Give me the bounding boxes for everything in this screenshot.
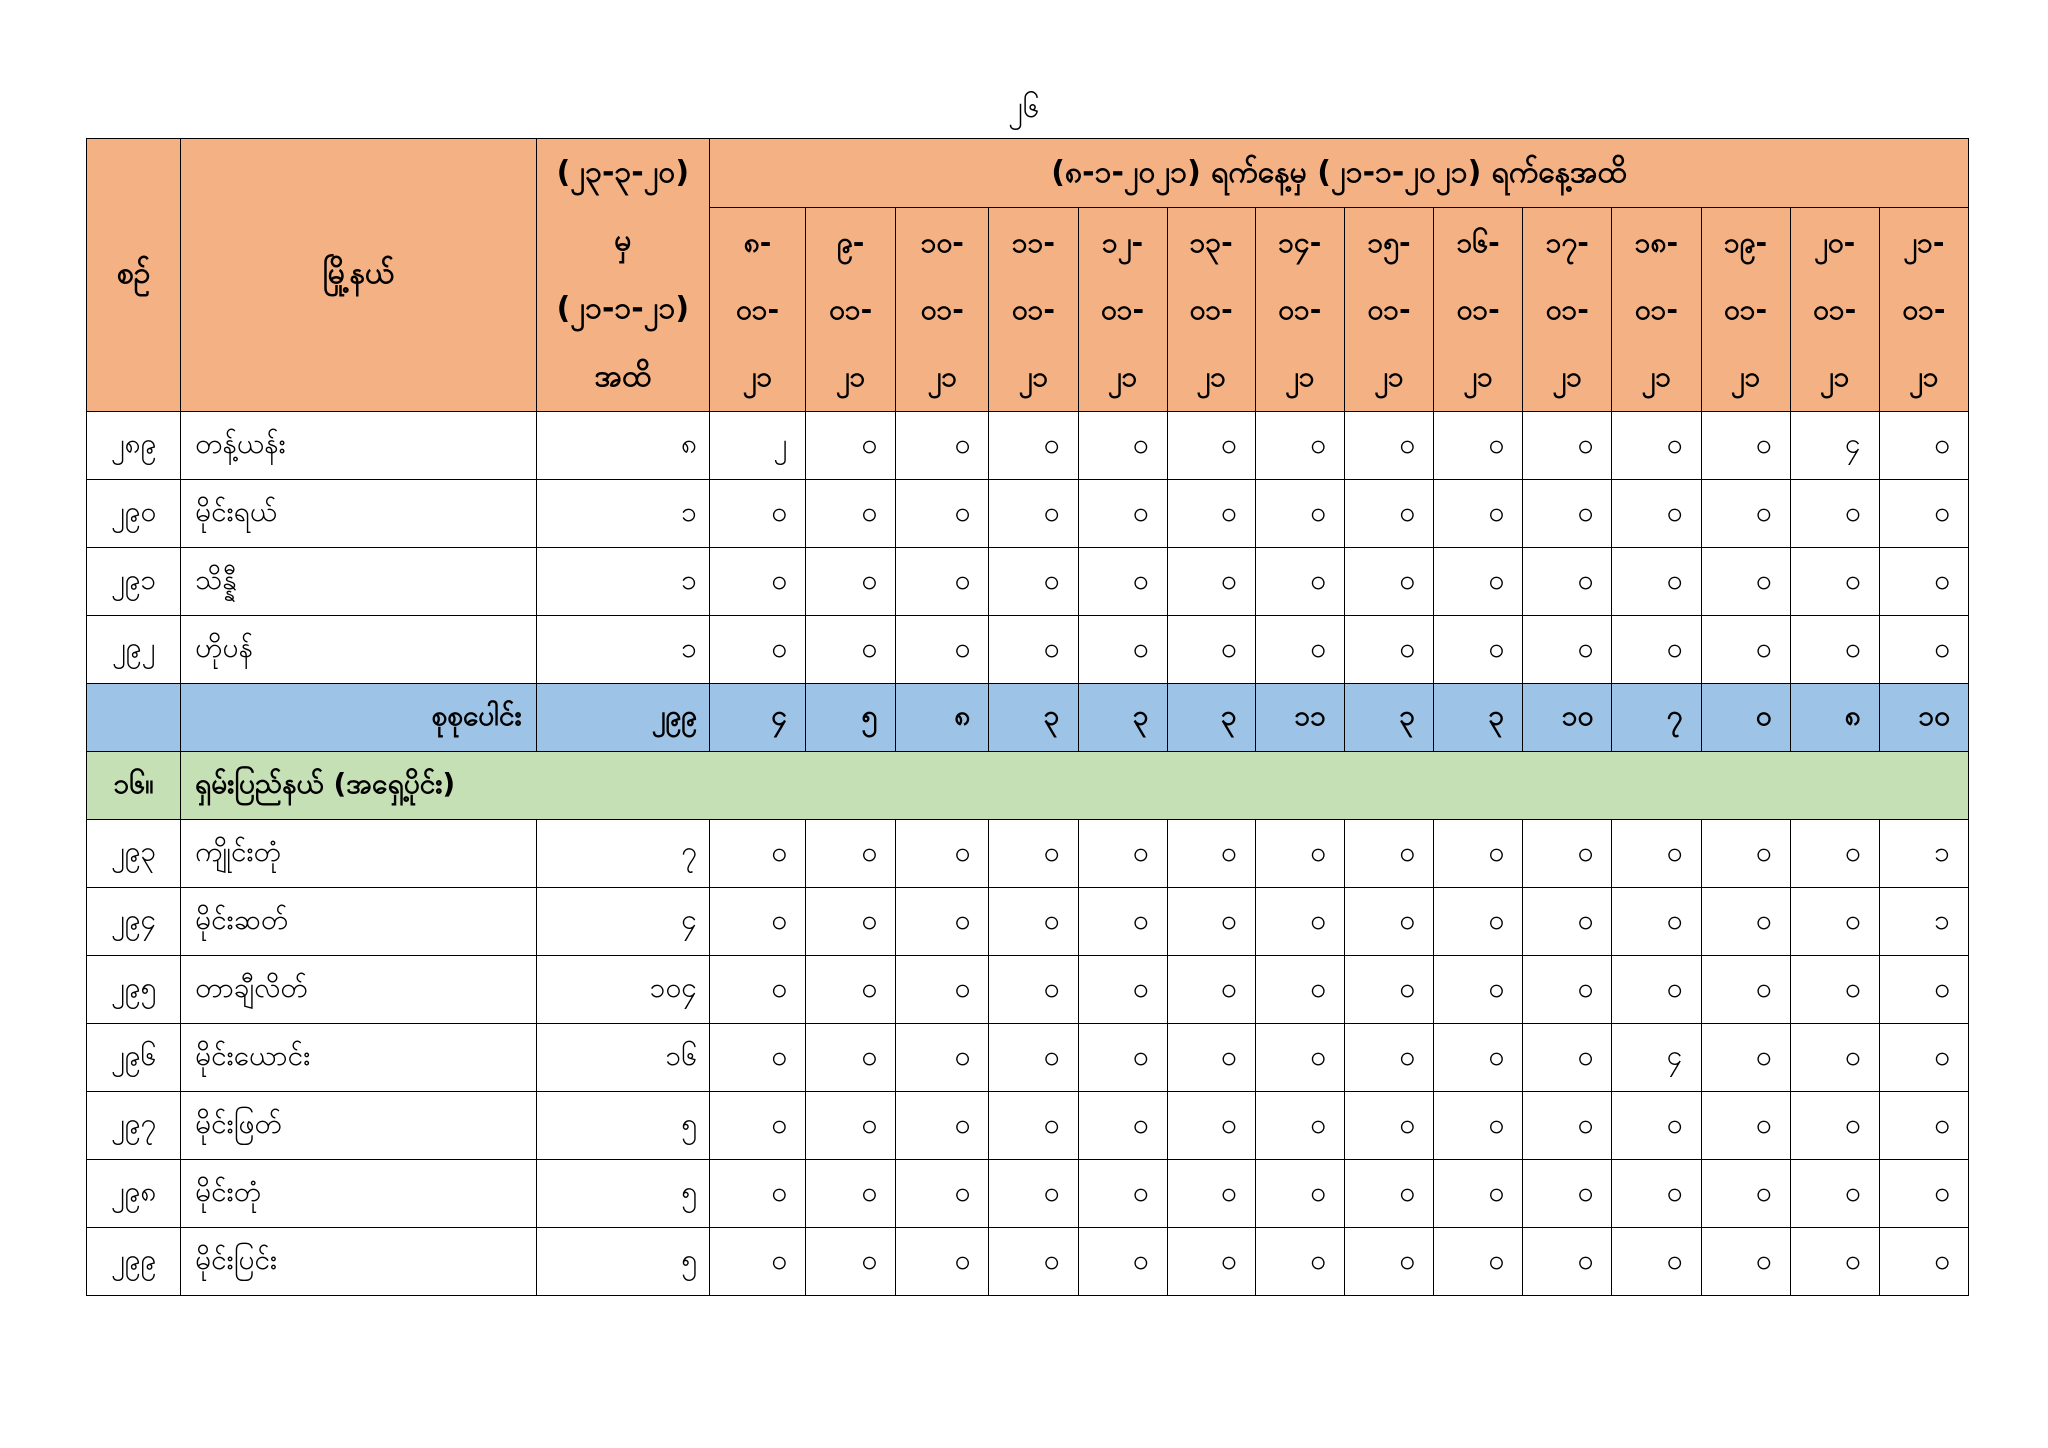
daily-value: ၀ <box>1078 1024 1167 1092</box>
daily-value: ၀ <box>1167 956 1255 1024</box>
daily-value: ၀ <box>1790 956 1879 1024</box>
daily-value: ၀ <box>1078 548 1167 616</box>
cumulative-total: ၁၀၄ <box>536 956 709 1024</box>
total-daily-value: ၄ <box>709 684 805 752</box>
daily-value: ၀ <box>1167 1160 1255 1228</box>
daily-value: ၀ <box>896 548 989 616</box>
total-daily-value: ၈ <box>1790 684 1879 752</box>
daily-value: ၀ <box>1255 616 1344 684</box>
section-title: ရှမ်းပြည်နယ် (အရှေ့ပိုင်း) <box>181 752 1969 820</box>
header-date-line: ၁၅- <box>1367 226 1411 259</box>
header-date <box>1612 208 1701 412</box>
daily-value: ၀ <box>806 1228 896 1296</box>
daily-value: ၀ <box>1523 412 1612 480</box>
header-date-line: ၀၁- <box>1189 293 1233 326</box>
row-number: ၂၉၃ <box>87 820 181 888</box>
header-date-line: ၁၃- <box>1189 226 1233 259</box>
daily-value: ၀ <box>1344 1160 1433 1228</box>
daily-value: ၀ <box>1701 1160 1790 1228</box>
daily-value: ၀ <box>1523 1228 1612 1296</box>
row-number: ၂၈၉ <box>87 412 181 480</box>
daily-value: ၀ <box>1879 956 1968 1024</box>
daily-value: ၀ <box>896 1228 989 1296</box>
township-name: သိန္နီ <box>181 548 537 616</box>
daily-value: ၀ <box>1701 1228 1790 1296</box>
daily-value: ၀ <box>896 412 989 480</box>
daily-value: ၀ <box>1879 548 1968 616</box>
header-date <box>1344 208 1433 412</box>
cumulative-total: ၅ <box>536 1092 709 1160</box>
daily-value: ၀ <box>989 956 1078 1024</box>
daily-value: ၀ <box>1790 1024 1879 1092</box>
daily-value: ၀ <box>1612 616 1701 684</box>
daily-value: ၀ <box>1167 616 1255 684</box>
daily-value: ၀ <box>709 956 805 1024</box>
daily-value: ၀ <box>806 480 896 548</box>
daily-value: ၀ <box>1879 1160 1968 1228</box>
daily-value: ၀ <box>1078 412 1167 480</box>
daily-value: ၀ <box>1523 1092 1612 1160</box>
daily-value: ၀ <box>709 1228 805 1296</box>
table-row <box>87 412 1969 480</box>
header-date-line: ၀၁- <box>1634 293 1678 326</box>
daily-value: ၀ <box>1434 820 1523 888</box>
header-date-line: ၉- <box>836 226 865 259</box>
daily-value: ၀ <box>1434 412 1523 480</box>
daily-value: ၀ <box>1790 616 1879 684</box>
header-date <box>1434 208 1523 412</box>
daily-value: ၀ <box>1612 480 1701 548</box>
header-township: မြို့နယ် <box>181 139 537 412</box>
header-date-line: ၂၁ <box>742 360 773 393</box>
total-daily-value: ၃ <box>1434 684 1523 752</box>
daily-value: ၀ <box>896 616 989 684</box>
daily-value: ၀ <box>709 820 805 888</box>
daily-value: ၀ <box>1344 548 1433 616</box>
table-row <box>87 1092 1969 1160</box>
header-date-line: ၁၇- <box>1545 226 1589 259</box>
daily-value: ၀ <box>989 1092 1078 1160</box>
township-name: မိုင်းရယ် <box>181 480 537 548</box>
total-daily-value: ၃ <box>989 684 1078 752</box>
daily-value: ၀ <box>1255 412 1344 480</box>
header-date-line: ၀၁- <box>1011 293 1056 326</box>
section-number: ၁၆။ <box>87 752 181 820</box>
daily-value: ၀ <box>1078 480 1167 548</box>
header-cumulative-line: အထိ <box>594 359 652 394</box>
daily-value: ၀ <box>896 480 989 548</box>
daily-value: ၀ <box>1523 1024 1612 1092</box>
header-no: စဉ် <box>87 139 181 412</box>
daily-value: ၀ <box>1701 1092 1790 1160</box>
daily-value: ၀ <box>1344 1092 1433 1160</box>
header-date-line: ၀၁- <box>735 293 780 326</box>
header-date-line: ၁၆- <box>1456 226 1500 259</box>
daily-value: ၀ <box>1701 412 1790 480</box>
header-date-line: ၀၁- <box>1813 293 1857 326</box>
daily-value: ၁ <box>1879 888 1968 956</box>
header-date-line: ၂၁ <box>1374 360 1404 393</box>
township-name: မိုင်းဆတ် <box>181 888 537 956</box>
daily-value: ၁ <box>1879 820 1968 888</box>
header-date-line: ၂၁ <box>1018 360 1049 393</box>
table-row <box>87 616 1969 684</box>
header-daily-range: (၈-၁-၂၀၂၁) ရက်နေ့မှ (၂၁-၁-၂၀၂၁) ရက်နေ့အထိ <box>709 139 1968 208</box>
daily-value: ၀ <box>806 616 896 684</box>
row-number: ၂၉၂ <box>87 616 181 684</box>
page-number: ၂၆ <box>1008 90 1040 125</box>
daily-value: ၀ <box>1344 956 1433 1024</box>
daily-value: ၀ <box>1078 1092 1167 1160</box>
daily-value: ၀ <box>1879 616 1968 684</box>
header-date-line: ၁၉- <box>1724 226 1768 259</box>
daily-value: ၀ <box>1434 616 1523 684</box>
daily-value: ၀ <box>1078 616 1167 684</box>
daily-value: ၀ <box>896 1092 989 1160</box>
header-date-line: ၂၁- <box>1903 226 1945 259</box>
cumulative-total: ၁ <box>536 616 709 684</box>
daily-value: ၀ <box>1434 480 1523 548</box>
cumulative-total: ၁၆ <box>536 1024 709 1092</box>
daily-value: ၀ <box>806 1024 896 1092</box>
daily-value: ၀ <box>1879 480 1968 548</box>
header-row-top <box>87 139 1969 208</box>
daily-value: ၀ <box>989 480 1078 548</box>
township-name: ဟိုပန် <box>181 616 537 684</box>
daily-value: ၀ <box>806 888 896 956</box>
header-date-line: ၂၁ <box>1909 360 1939 393</box>
header-date-line: ၀၁- <box>1367 293 1411 326</box>
total-daily-value: ၈ <box>896 684 989 752</box>
daily-value: ၂ <box>709 412 805 480</box>
header-cumulative-line: မှ <box>614 223 632 258</box>
header-date <box>806 208 896 412</box>
daily-value: ၀ <box>806 820 896 888</box>
daily-value: ၀ <box>1612 888 1701 956</box>
header-date-line: ၂၁ <box>1463 360 1493 393</box>
header-date <box>1701 208 1790 412</box>
daily-value: ၀ <box>1167 1228 1255 1296</box>
header-date-line: ၀၁- <box>1456 293 1500 326</box>
header-cumulative-line: (၂၁-၁-၂၁) <box>556 291 690 326</box>
header-date-line: ၀၁- <box>1101 293 1145 326</box>
total-daily-value: ၁၀ <box>1879 684 1968 752</box>
total-daily-value: ၁၁ <box>1255 684 1344 752</box>
daily-value: ၀ <box>896 1160 989 1228</box>
daily-value: ၀ <box>1344 480 1433 548</box>
header-date-line: ၂၁ <box>927 360 958 393</box>
daily-value: ၀ <box>1790 1160 1879 1228</box>
daily-value: ၀ <box>1078 888 1167 956</box>
total-daily-value: ၃ <box>1344 684 1433 752</box>
header-date-line: ၂၁ <box>1196 360 1226 393</box>
daily-value: ၀ <box>1255 820 1344 888</box>
township-name: မိုင်းယောင်း <box>181 1024 537 1092</box>
daily-value: ၀ <box>1879 1228 1968 1296</box>
header-date-line: ၂၁ <box>1641 360 1672 393</box>
daily-value: ၀ <box>1078 820 1167 888</box>
daily-value: ၀ <box>1167 888 1255 956</box>
header-date-line: ၁၀- <box>920 226 964 259</box>
daily-value: ၀ <box>709 888 805 956</box>
cumulative-total: ၈ <box>536 412 709 480</box>
daily-value: ၀ <box>989 820 1078 888</box>
daily-value: ၀ <box>709 480 805 548</box>
total-row-blank <box>87 684 181 752</box>
daily-value: ၀ <box>1255 1160 1344 1228</box>
daily-value: ၀ <box>1790 1228 1879 1296</box>
header-date-line: ၁၄- <box>1278 226 1322 259</box>
daily-value: ၀ <box>1523 888 1612 956</box>
daily-value: ၀ <box>1879 412 1968 480</box>
daily-value: ၀ <box>1523 1160 1612 1228</box>
row-number: ၂၉၇ <box>87 1092 181 1160</box>
header-date <box>1879 208 1968 412</box>
header-date-line: ၂၀- <box>1814 226 1856 259</box>
header-date <box>989 208 1078 412</box>
header-date-line: ၀၁- <box>1902 293 1946 326</box>
daily-value: ၄ <box>1612 1024 1701 1092</box>
header-date-line: ၀၁- <box>1545 293 1589 326</box>
daily-value: ၀ <box>896 956 989 1024</box>
header-date-line: ၂၁ <box>835 360 866 393</box>
township-name: မိုင်းတုံ <box>181 1160 537 1228</box>
daily-value: ၄ <box>1790 412 1879 480</box>
daily-value: ၀ <box>1344 616 1433 684</box>
daily-value: ၀ <box>1523 820 1612 888</box>
header-date-line: ၀၁- <box>1278 293 1322 326</box>
daily-value: ၀ <box>1790 548 1879 616</box>
daily-value: ၀ <box>1612 1092 1701 1160</box>
daily-value: ၀ <box>1167 820 1255 888</box>
header-date <box>1078 208 1167 412</box>
row-number: ၂၉၈ <box>87 1160 181 1228</box>
section-row <box>87 752 1969 820</box>
total-cumulative: ၂၉၉ <box>536 684 709 752</box>
table-row <box>87 1024 1969 1092</box>
daily-value: ၀ <box>989 548 1078 616</box>
header-date-line: ၂၁ <box>1819 360 1850 393</box>
daily-value: ၀ <box>1523 956 1612 1024</box>
daily-value: ၀ <box>1255 548 1344 616</box>
daily-value: ၀ <box>709 548 805 616</box>
daily-value: ၀ <box>1434 1024 1523 1092</box>
daily-value: ၀ <box>806 1092 896 1160</box>
total-daily-value: ၃ <box>1078 684 1167 752</box>
township-name: မိုင်းပြင်း <box>181 1228 537 1296</box>
cumulative-total: ၅ <box>536 1228 709 1296</box>
daily-value: ၀ <box>1167 548 1255 616</box>
table-row <box>87 480 1969 548</box>
daily-value: ၀ <box>989 1228 1078 1296</box>
daily-value: ၀ <box>1167 412 1255 480</box>
daily-value: ၀ <box>1434 1160 1523 1228</box>
daily-value: ၀ <box>896 820 989 888</box>
header-cumulative <box>536 139 709 412</box>
daily-value: ၀ <box>1078 956 1167 1024</box>
table-row <box>87 820 1969 888</box>
header-date-line: ၀၁- <box>1724 293 1768 326</box>
daily-value: ၀ <box>806 1160 896 1228</box>
table-row <box>87 548 1969 616</box>
daily-value: ၀ <box>1612 820 1701 888</box>
table-row <box>87 1228 1969 1296</box>
header-date-line: ၁၈- <box>1634 226 1679 259</box>
daily-value: ၀ <box>1434 1228 1523 1296</box>
header-date-line: ၂၁ <box>1730 360 1761 393</box>
daily-value: ၀ <box>806 956 896 1024</box>
header-date <box>1167 208 1255 412</box>
header-date-line: ၁၂- <box>1102 226 1144 259</box>
header-date-line: ၀၁- <box>920 293 964 326</box>
daily-value: ၀ <box>1434 1092 1523 1160</box>
daily-value: ၀ <box>896 1024 989 1092</box>
township-name: တန့်ယန်း <box>181 412 537 480</box>
header-cumulative-line: (၂၃-၃-၂၀) <box>556 155 690 190</box>
total-row <box>87 684 1969 752</box>
daily-value: ၀ <box>1255 1228 1344 1296</box>
daily-value: ၀ <box>1167 480 1255 548</box>
daily-value: ၀ <box>1701 480 1790 548</box>
header-date-line: ၂၁ <box>1552 360 1583 393</box>
header-date <box>709 208 805 412</box>
daily-value: ၀ <box>896 888 989 956</box>
daily-value: ၀ <box>1255 1092 1344 1160</box>
covid-township-table <box>86 138 1969 1296</box>
total-daily-value: ၇ <box>1612 684 1701 752</box>
daily-value: ၀ <box>709 1092 805 1160</box>
row-number: ၂၉၅ <box>87 956 181 1024</box>
header-date-line: ၈- <box>743 226 772 259</box>
daily-value: ၀ <box>1344 1024 1433 1092</box>
daily-value: ၀ <box>1344 1228 1433 1296</box>
table-row <box>87 888 1969 956</box>
daily-value: ၀ <box>1879 1092 1968 1160</box>
township-name: တာချီလိတ် <box>181 956 537 1024</box>
daily-value: ၀ <box>1790 480 1879 548</box>
daily-value: ၀ <box>1344 820 1433 888</box>
daily-value: ၀ <box>1790 820 1879 888</box>
daily-value: ၀ <box>1612 1228 1701 1296</box>
daily-value: ၀ <box>1701 1024 1790 1092</box>
cumulative-total: ၇ <box>536 820 709 888</box>
daily-value: ၀ <box>709 616 805 684</box>
daily-value: ၀ <box>1790 888 1879 956</box>
daily-value: ၀ <box>1078 1228 1167 1296</box>
total-label: စုစုပေါင်း <box>181 684 537 752</box>
daily-value: ၀ <box>709 1160 805 1228</box>
daily-value: ၀ <box>1612 956 1701 1024</box>
daily-value: ၀ <box>1523 548 1612 616</box>
daily-value: ၀ <box>1701 888 1790 956</box>
total-daily-value: ၁၀ <box>1523 684 1612 752</box>
row-number: ၂၉၁ <box>87 548 181 616</box>
daily-value: ၀ <box>1612 1160 1701 1228</box>
daily-value: ၀ <box>1523 480 1612 548</box>
daily-value: ၀ <box>1344 412 1433 480</box>
row-number: ၂၉၆ <box>87 1024 181 1092</box>
daily-value: ၀ <box>1078 1160 1167 1228</box>
header-date <box>896 208 989 412</box>
table-row <box>87 956 1969 1024</box>
daily-value: ၀ <box>1434 956 1523 1024</box>
daily-value: ၀ <box>1434 548 1523 616</box>
total-daily-value: ၃ <box>1167 684 1255 752</box>
daily-value: ၀ <box>1612 548 1701 616</box>
daily-value: ၀ <box>989 616 1078 684</box>
daily-value: ၀ <box>1523 616 1612 684</box>
daily-value: ၀ <box>1701 956 1790 1024</box>
cumulative-total: ၁ <box>536 480 709 548</box>
daily-value: ၀ <box>1167 1092 1255 1160</box>
row-number: ၂၉၀ <box>87 480 181 548</box>
header-date <box>1790 208 1879 412</box>
total-daily-value: ၀ <box>1701 684 1790 752</box>
header-date-line: ၁၁- <box>1011 226 1056 259</box>
cumulative-total: ၄ <box>536 888 709 956</box>
row-number: ၂၉၄ <box>87 888 181 956</box>
cumulative-total: ၅ <box>536 1160 709 1228</box>
township-name: ကျိုင်းတုံ <box>181 820 537 888</box>
daily-value: ၀ <box>989 412 1078 480</box>
header-date-line: ၂၁ <box>1285 360 1315 393</box>
row-number: ၂၉၉ <box>87 1228 181 1296</box>
daily-value: ၀ <box>1344 888 1433 956</box>
daily-value: ၀ <box>989 888 1078 956</box>
header-date-line: ၂၁ <box>1107 360 1138 393</box>
daily-value: ၀ <box>1255 480 1344 548</box>
daily-value: ၀ <box>1167 1024 1255 1092</box>
daily-value: ၀ <box>989 1024 1078 1092</box>
header-date <box>1523 208 1612 412</box>
total-daily-value: ၅ <box>806 684 896 752</box>
daily-value: ၀ <box>1612 412 1701 480</box>
daily-value: ၀ <box>1255 1024 1344 1092</box>
daily-value: ၀ <box>1434 888 1523 956</box>
table-body <box>87 412 1969 1296</box>
table-row <box>87 1160 1969 1228</box>
daily-value: ၀ <box>989 1160 1078 1228</box>
daily-value: ၀ <box>806 412 896 480</box>
daily-value: ၀ <box>1790 1092 1879 1160</box>
daily-value: ၀ <box>709 1024 805 1092</box>
township-name: မိုင်းဖြတ် <box>181 1092 537 1160</box>
header-date-line: ၀၁- <box>829 293 873 326</box>
daily-value: ၀ <box>1879 1024 1968 1092</box>
header-date <box>1255 208 1344 412</box>
daily-value: ၀ <box>1255 888 1344 956</box>
daily-value: ၀ <box>1701 616 1790 684</box>
daily-value: ၀ <box>1255 956 1344 1024</box>
daily-value: ၀ <box>1701 548 1790 616</box>
daily-value: ၀ <box>806 548 896 616</box>
daily-value: ၀ <box>1701 820 1790 888</box>
cumulative-total: ၁ <box>536 548 709 616</box>
